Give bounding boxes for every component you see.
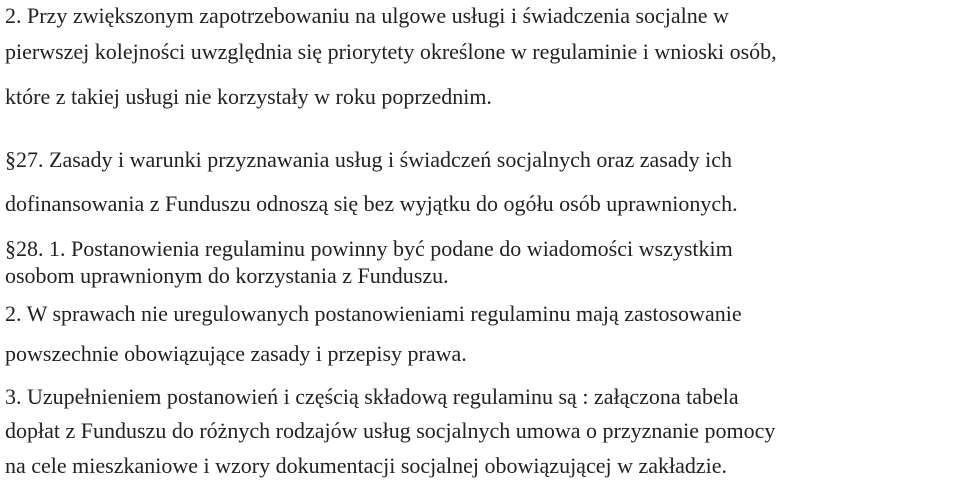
text-line-5: dofinansowania z Funduszu odnoszą się bez wyjątku do ogółu osób uprawnionych.: [5, 191, 738, 216]
text-line-10: 3. Uzupełnieniem postanowień i częścią składową regulaminu są : załączona tabela: [5, 384, 739, 409]
text-line-1: 2. Przy zwiększonym zapotrzebowaniu na ulgowe usługi i świadczenia socjalne w: [5, 3, 729, 28]
text-line-9: powszechnie obowiązujące zasady i przepisy prawa.: [5, 341, 467, 366]
text-line-2: pierwszej kolejności uwzględnia się priorytety określone w regulaminie i wnioski osób,: [5, 39, 777, 64]
section-27-heading-line: §27. Zasady i warunki przyznawania usług i świadczeń socjalnych oraz zasady ich: [5, 147, 732, 172]
text-line-11: dopłat z Funduszu do różnych rodzajów usług socjalnych umowa o przyznanie pomocy: [5, 418, 776, 443]
text-line-12: na cele mieszkaniowe i wzory dokumentacji socjalnej obowiązującej w zakładzie.: [5, 453, 728, 478]
text-line-7: osobom uprawnionym do korzystania z Funduszu.: [5, 263, 449, 288]
section-28-heading-line: §28. 1. Postanowienia regulaminu powinny być podane do wiadomości wszystkim: [5, 236, 733, 261]
text-line-3: które z takiej usługi nie korzystały w roku poprzednim.: [5, 84, 492, 109]
text-line-8: 2. W sprawach nie uregulowanych postanowieniami regulaminu mają zastosowanie: [5, 301, 742, 326]
